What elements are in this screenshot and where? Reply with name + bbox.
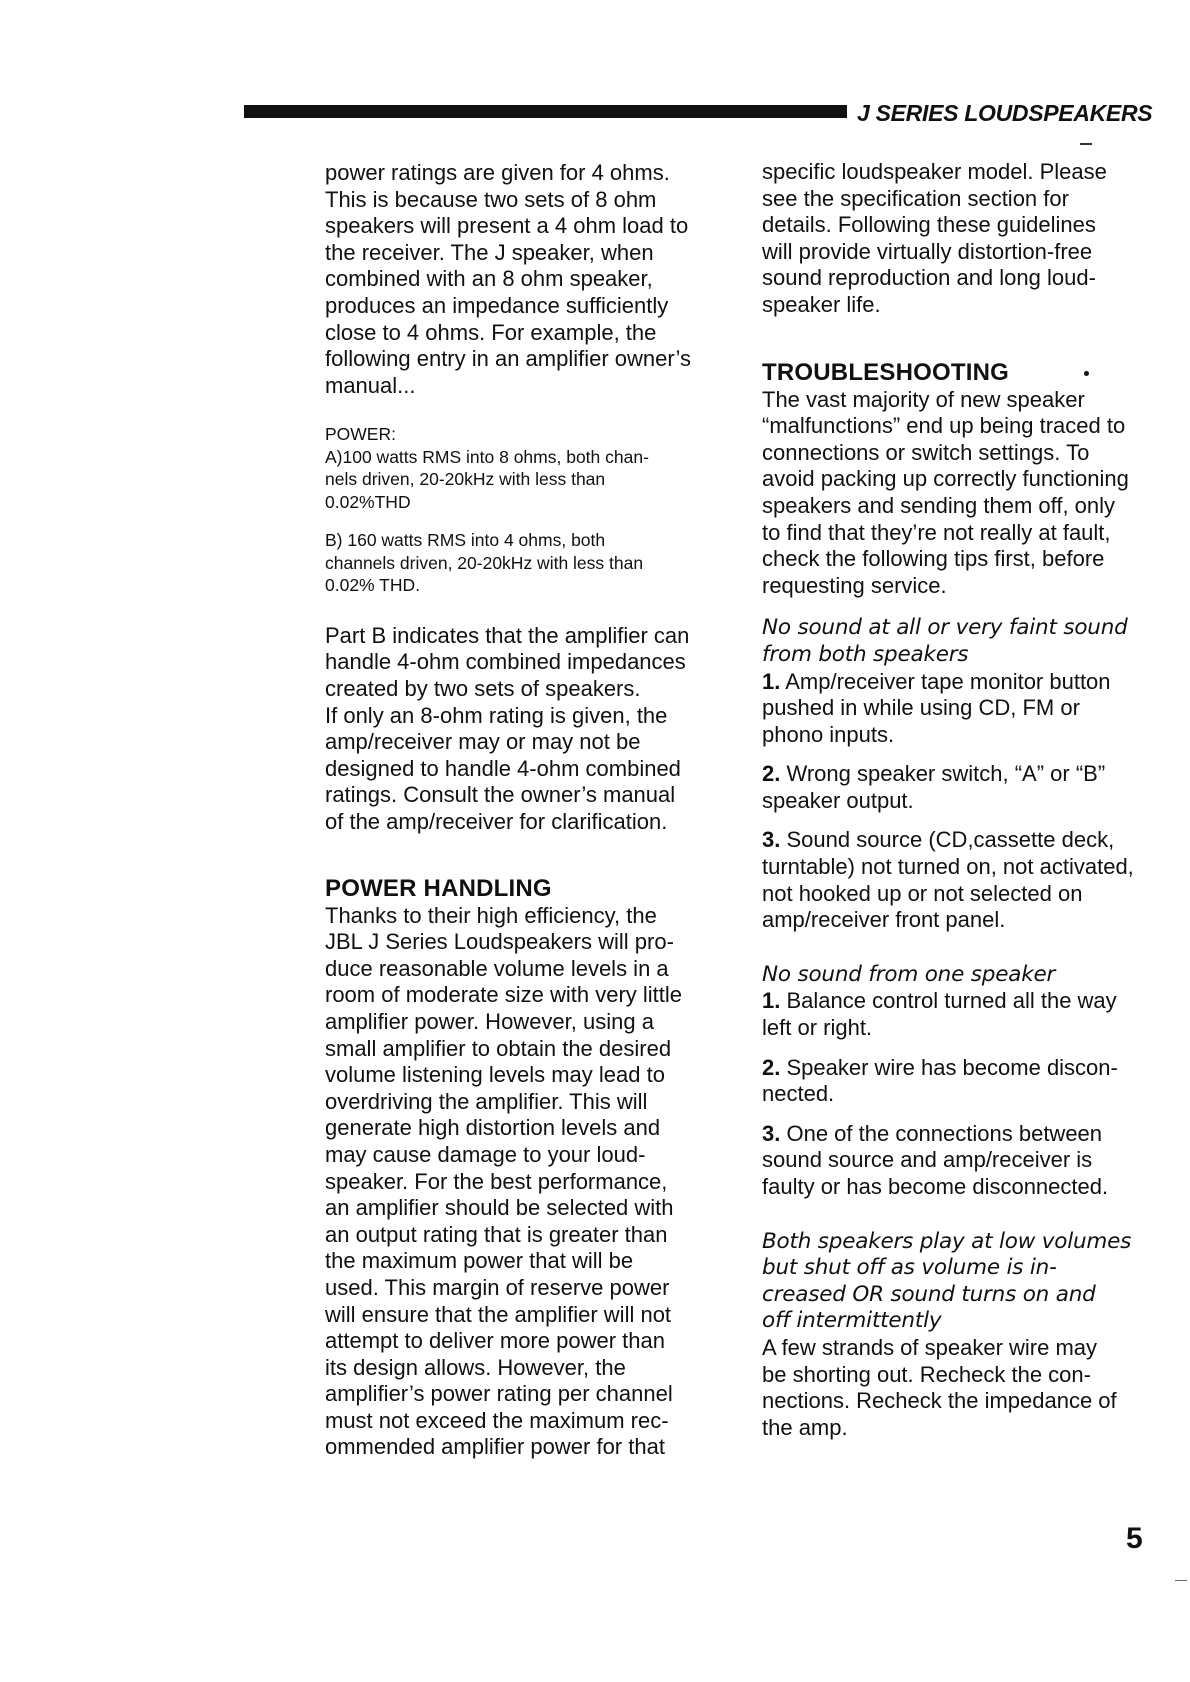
- text-line: sound source and amp/receiver is: [762, 1147, 1093, 1173]
- text-line: amp/receiver front panel.: [762, 907, 1006, 933]
- text-line: [762, 1055, 1157, 1082]
- text-line: amplifier power. However, using a: [325, 1008, 654, 1034]
- heading-text: TROUBLESHOOTING: [762, 358, 1009, 386]
- text-line: connections or switch settings. To: [762, 439, 1090, 465]
- subhead-no-sound-both: [762, 615, 1157, 668]
- text-line: not hooked up or not selected on: [762, 880, 1083, 906]
- text-line: generate high distortion levels and: [325, 1115, 661, 1141]
- text-line: an output rating that is greater than: [325, 1221, 668, 1247]
- low-volume-paragraph: [762, 1335, 1157, 1441]
- text-line: will ensure that the amplifier will not: [325, 1301, 672, 1327]
- text-line: No sound at all or very faint sound: [762, 615, 1128, 641]
- text-line: power ratings are given for 4 ohms.: [325, 160, 670, 185]
- header-rule: [244, 105, 847, 118]
- text-line: small amplifier to obtain the desired: [325, 1035, 672, 1061]
- troubleshooting-intro: [762, 387, 1157, 600]
- text-line: close to 4 ohms. For example, the: [325, 319, 657, 345]
- scan-speck: [1080, 143, 1092, 145]
- text-line: nected.: [762, 1081, 835, 1107]
- text-line: produces an impedance sufficiently: [325, 292, 669, 318]
- text-line: speaker life.: [762, 291, 881, 317]
- item-text: Sound source (CD,cassette deck,: [780, 827, 1115, 853]
- tip-item: [762, 827, 1157, 933]
- text-line: “malfunctions” end up being traced to: [762, 413, 1126, 439]
- text-line: pushed in while using CD, FM or: [762, 695, 1080, 721]
- item-text: Amp/receiver tape monitor button: [780, 668, 1111, 694]
- text-line: nels driven, 20-20kHz with less than: [325, 469, 606, 490]
- text-line: specific loudspeaker model. Please: [762, 159, 1107, 184]
- power-handling-paragraph: [325, 903, 725, 1461]
- text-line: creased OR sound turns on and: [762, 1281, 1096, 1307]
- text-line: volume listening levels may lead to: [325, 1062, 665, 1088]
- item-text: Speaker wire has become discon-: [780, 1054, 1118, 1080]
- item-number: 1.: [762, 668, 781, 694]
- text-line: to find that they’re not really at fault,: [762, 519, 1111, 545]
- item-text: Balance control turned all the way: [780, 988, 1117, 1014]
- text-line: its design allows. However, the: [325, 1354, 626, 1380]
- text-line: room of moderate size with very little: [325, 982, 683, 1008]
- text-line: [762, 669, 1157, 696]
- text-line: [762, 827, 1157, 854]
- text-line: check the following tips first, before: [762, 546, 1105, 572]
- continuation-paragraph: [762, 159, 1157, 319]
- part-b-paragraph: [325, 623, 725, 836]
- text-line: handle 4-ohm combined impedances: [325, 649, 686, 675]
- text-line: No sound from one speaker: [762, 961, 1056, 987]
- text-line: JBL J Series Loudspeakers will pro-: [325, 929, 674, 955]
- text-line: Both speakers play at low volumes: [762, 1228, 1132, 1254]
- text-line: speakers will present a 4 ohm load to: [325, 213, 689, 239]
- text-line: designed to handle 4-ohm combined: [325, 755, 681, 781]
- text-line: attempt to deliver more power than: [325, 1328, 665, 1354]
- text-line: the amp.: [762, 1414, 848, 1440]
- text-line: avoid packing up correctly functioning: [762, 466, 1129, 492]
- text-line: A few strands of speaker wire may: [762, 1334, 1098, 1360]
- tip-item: [762, 1121, 1157, 1201]
- text-line: be shorting out. Recheck the con-: [762, 1361, 1091, 1387]
- spec-entry-a: [325, 446, 725, 514]
- text-line: phono inputs.: [762, 721, 895, 747]
- spec-label: POWER:: [325, 424, 396, 445]
- text-line: nections. Recheck the impedance of: [762, 1388, 1117, 1414]
- text-line: requesting service.: [762, 572, 947, 598]
- power-handling-heading: POWER HANDLING: [325, 874, 552, 902]
- text-line: an amplifier should be selected with: [325, 1195, 674, 1221]
- text-line: [762, 761, 1157, 788]
- text-line: channels driven, 20-20kHz with less than: [325, 552, 644, 573]
- tip-item: [762, 669, 1157, 749]
- item-number: 2.: [762, 1054, 781, 1080]
- text-line: will provide virtually distortion-free: [762, 238, 1093, 264]
- text-line: left or right.: [762, 1015, 873, 1041]
- text-line: amplifier’s power rating per channel: [325, 1381, 673, 1407]
- text-line: but shut off as volume is in-: [762, 1255, 1057, 1281]
- scan-mark: [1175, 1580, 1187, 1581]
- series-title: J SERIES LOUDSPEAKERS: [857, 100, 1153, 126]
- item-text: One of the connections between: [780, 1120, 1103, 1146]
- text-line: manual...: [325, 372, 416, 398]
- subhead-low-volume: [762, 1229, 1157, 1335]
- tip-item: [762, 761, 1157, 814]
- text-line: see the specification section for: [762, 185, 1069, 211]
- text-line: following entry in an amplifier owner’s: [325, 346, 692, 372]
- text-line: used. This margin of reserve power: [325, 1274, 670, 1300]
- text-line: ommended amplifier power for that: [325, 1434, 665, 1460]
- item-number: 2.: [762, 761, 781, 787]
- text-line: the maximum power that will be: [325, 1248, 634, 1274]
- text-line: may cause damage to your loud-: [325, 1141, 646, 1167]
- text-line: speakers and sending them off, only: [762, 492, 1116, 518]
- page-number: 5: [1126, 1522, 1143, 1555]
- text-line: ratings. Consult the owner’s manual: [325, 782, 676, 808]
- item-number: 3.: [762, 827, 781, 853]
- left-column: [325, 160, 725, 1461]
- text-line: amp/receiver may or may not be: [325, 729, 641, 755]
- text-line: Part B indicates that the amplifier can: [325, 622, 690, 648]
- item-number: 3.: [762, 1120, 781, 1146]
- text-line: A)100 watts RMS into 8 ohms, both chan-: [325, 446, 649, 467]
- troubleshooting-heading: [762, 359, 1157, 387]
- text-line: The vast majority of new speaker: [762, 386, 1085, 412]
- power-spec-block: [325, 423, 725, 597]
- text-line: speaker output.: [762, 787, 914, 813]
- text-line: 0.02% THD.: [325, 575, 420, 596]
- text-line: [762, 988, 1157, 1015]
- text-line: 0.02%THD: [325, 491, 411, 512]
- text-line: duce reasonable volume levels in a: [325, 955, 669, 981]
- text-line: created by two sets of speakers.: [325, 676, 641, 702]
- text-line: overdriving the amplifier. This will: [325, 1088, 648, 1114]
- bullet-dot-icon: [1084, 371, 1089, 376]
- subhead-no-sound-one: [762, 962, 1157, 989]
- item-number: 1.: [762, 988, 781, 1014]
- right-column: [762, 159, 1157, 1441]
- text-line: the receiver. The J speaker, when: [325, 239, 654, 265]
- text-line: sound reproduction and long loud-: [762, 265, 1096, 291]
- text-line: must not exceed the maximum rec-: [325, 1407, 669, 1433]
- spec-entry-b: [325, 529, 725, 597]
- text-line: of the amp/receiver for clarification.: [325, 809, 668, 834]
- tip-item: [762, 988, 1157, 1041]
- text-line: turntable) not turned on, not activated,: [762, 854, 1134, 880]
- text-line: details. Following these guidelines: [762, 212, 1096, 238]
- text-line: Thanks to their high efficiency, the: [325, 902, 657, 928]
- text-line: from both speakers: [762, 641, 969, 667]
- text-line: combined with an 8 ohm speaker,: [325, 266, 653, 292]
- text-line: faulty or has become disconnected.: [762, 1174, 1109, 1199]
- text-line: off intermittently: [762, 1308, 942, 1334]
- intro-paragraph: [325, 160, 725, 399]
- text-line: speaker. For the best performance,: [325, 1168, 668, 1194]
- item-text: Wrong speaker switch, “A” or “B”: [780, 761, 1106, 787]
- text-line: [762, 1121, 1157, 1148]
- text-line: This is because two sets of 8 ohm: [325, 186, 657, 212]
- text-line: If only an 8-ohm rating is given, the: [325, 702, 668, 728]
- tip-item: [762, 1055, 1157, 1108]
- text-line: B) 160 watts RMS into 4 ohms, both: [325, 530, 606, 551]
